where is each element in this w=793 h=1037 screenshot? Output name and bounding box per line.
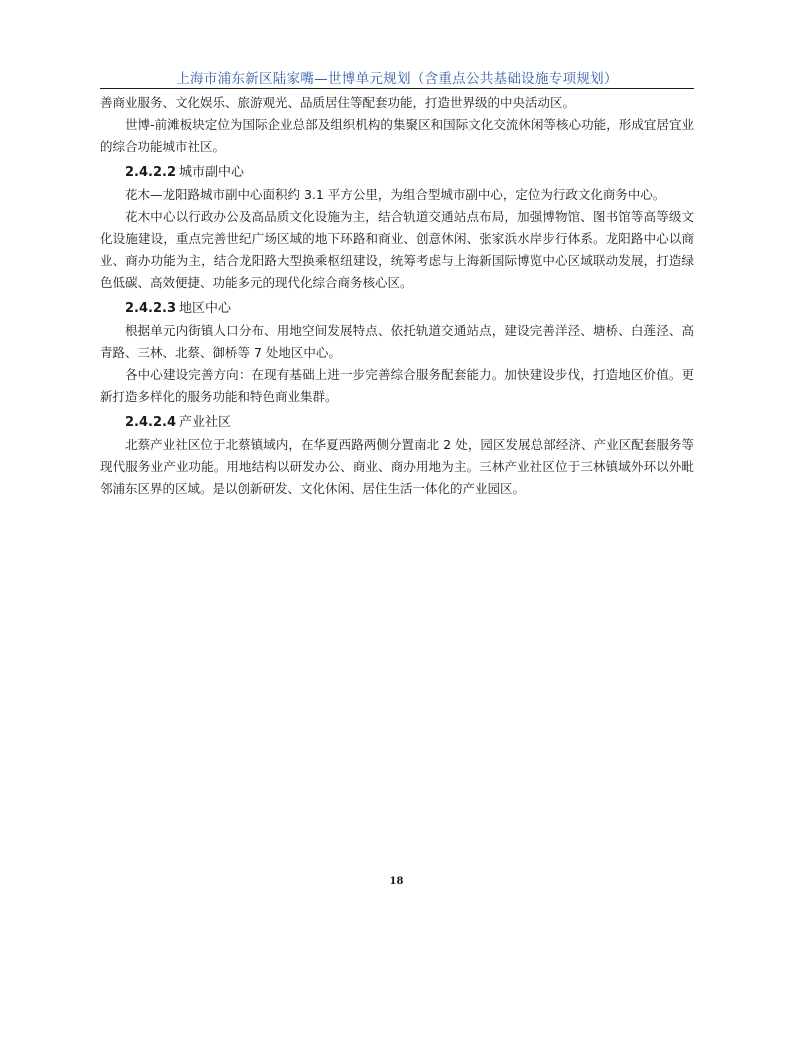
- paragraph-2422-a: 花木—龙阳路城市副中心面积约 3.1 平方公里，为组合型城市副中心，定位为行政文化商务中心。: [125, 187, 666, 202]
- section-number: 2.4.2.3: [125, 301, 176, 316]
- page-number: 18: [389, 876, 404, 887]
- paragraph-2424-a: 北蔡产业社区位于北蔡镇域内，在华夏西路两侧分置南北 2 处，园区发展总部经济、产业区配套服务等现代服务业产业功能。用地结构以研发办公、商业、商办用地为主。三林产业社区位于三林镇域外环以外毗邻浦东区界的区域。是以创新研发、文化休闲、居住生活一体化的产业园区。: [100, 437, 694, 496]
- header-divider: [100, 88, 694, 89]
- section-title: 城市副中心: [179, 165, 245, 180]
- section-heading-2424: [100, 412, 694, 434]
- section-title: 地区中心: [179, 301, 232, 316]
- paragraph-intro-continued: 善商业服务、文化娱乐、旅游观光、品质居住等配套功能，打造世界级的中央活动区。: [100, 95, 576, 110]
- section-heading-2423: [100, 298, 694, 320]
- section-title: 产业社区: [179, 415, 232, 430]
- page-header: 上海市浦东新区陆家嘴—世博单元规划（含重点公共基础设施专项规划）: [176, 71, 618, 87]
- section-number: 2.4.2.4: [125, 415, 176, 430]
- section-number: 2.4.2.2: [125, 165, 176, 180]
- paragraph-2423-a: 根据单元内街镇人口分布、用地空间发展特点、依托轨道交通站点，建设完善洋泾、塘桥、白莲泾、高青路、三林、北蔡、御桥等 7 处地区中心。: [100, 323, 694, 360]
- paragraph-shibo-qiantan: 世博-前滩板块定位为国际企业总部及组织机构的集聚区和国际文化交流休闲等核心功能，形成宜居宜业的综合功能城市社区。: [100, 117, 694, 154]
- document-body: [100, 92, 694, 500]
- paragraph-2422-b: 花木中心以行政办公及高品质文化设施为主，结合轨道交通站点布局，加强博物馆、图书馆等高等级文化设施建设，重点完善世纪广场区域的地下环路和商业、创意休闲、张家浜水岸步行体系。龙阳路中心以商业、商办功能为主，结合龙阳路大型换乘枢纽建设，统筹考虑与上海新国际博览中心区域联动发展，打造绿色低碳、高效便捷、功能多元的现代化综合商务核心区。: [100, 209, 694, 290]
- paragraph-2423-b: 各中心建设完善方向：在现有基础上进一步完善综合服务配套能力。加快建设步伐，打造地区价值。更新打造多样化的服务功能和特色商业集群。: [100, 367, 694, 404]
- section-heading-2422: [100, 162, 694, 184]
